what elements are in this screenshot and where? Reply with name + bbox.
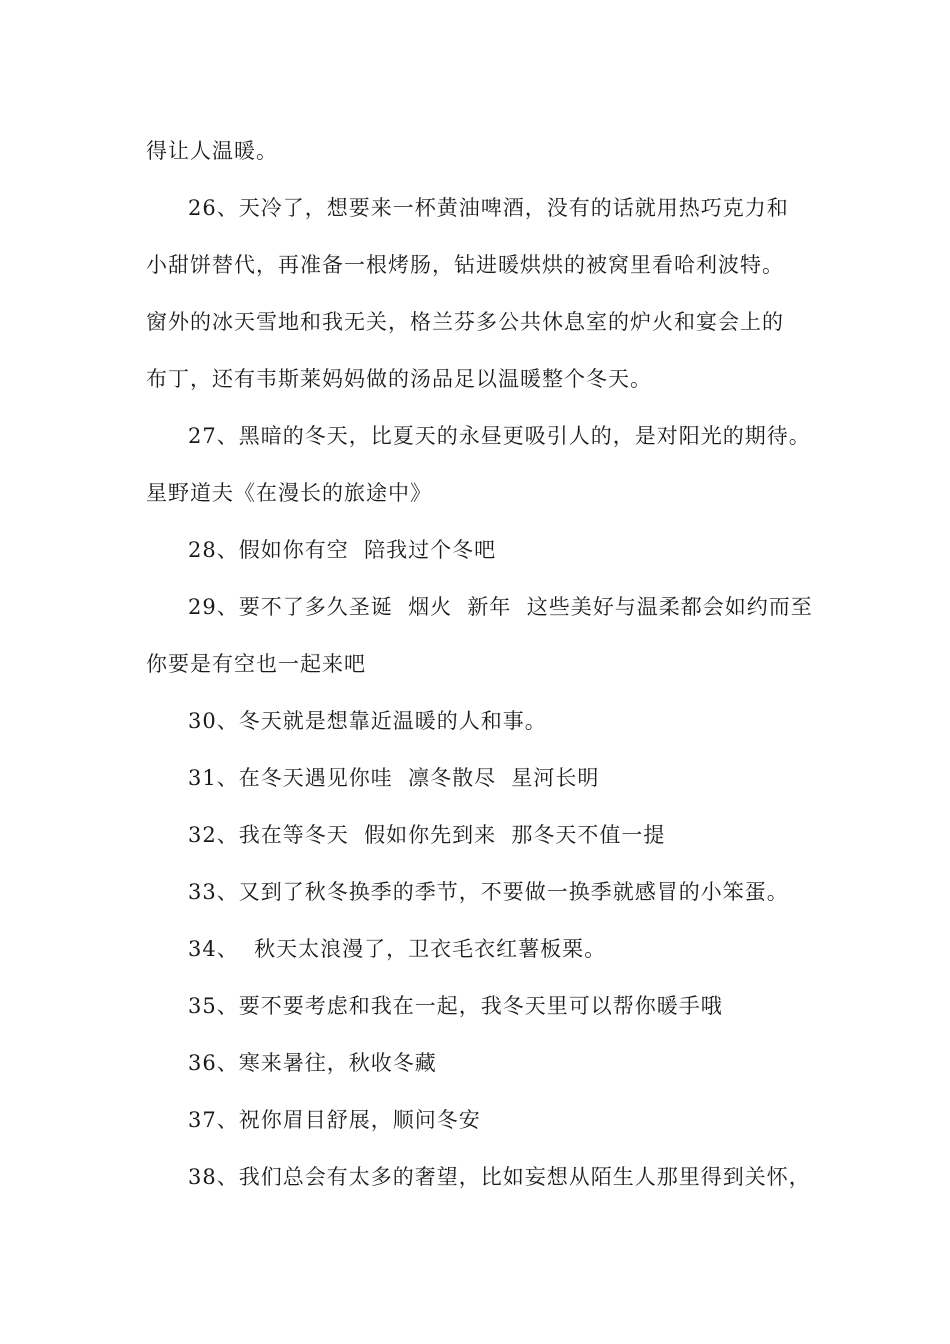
text-line: 30、冬天就是想靠近温暖的人和事。 xyxy=(188,709,547,733)
text-line: 你要是有空也一起来吧 xyxy=(146,652,366,676)
text-line: 33、又到了秋冬换季的季节，不要做一换季就感冒的小笨蛋。 xyxy=(188,880,789,904)
text-line: 28、假如你有空 陪我过个冬吧 xyxy=(188,538,497,562)
text-line: 窗外的冰天雪地和我无关，格兰芬多公共休息室的炉火和宴会上的 xyxy=(146,310,784,334)
text-line: 34、 秋天太浪漫了，卫衣毛衣红薯板栗。 xyxy=(188,937,607,961)
text-line: 36、寒来暑往，秋收冬藏 xyxy=(188,1051,437,1075)
text-line: 27、黑暗的冬天，比夏天的永昼更吸引人的，是对阳光的期待。 xyxy=(188,424,811,448)
text-line: 37、祝你眉目舒展，顺问冬安 xyxy=(188,1108,481,1132)
text-line: 32、我在等冬天 假如你先到来 那冬天不值一提 xyxy=(188,823,666,847)
text-line: 26、天冷了，想要来一杯黄油啤酒，没有的话就用热巧克力和 xyxy=(188,196,789,220)
text-line: 31、在冬天遇见你哇 凛冬散尽 星河长明 xyxy=(188,766,600,790)
text-line: 星野道夫《在漫长的旅途中》 xyxy=(146,481,432,505)
text-line: 35、要不要考虑和我在一起，我冬天里可以帮你暖手哦 xyxy=(188,994,723,1018)
text-line: 38、我们总会有太多的奢望，比如妄想从陌生人那里得到关怀， xyxy=(188,1165,811,1189)
text-line: 布丁，还有韦斯莱妈妈做的汤品足以温暖整个冬天。 xyxy=(146,367,652,391)
text-line: 得让人温暖。 xyxy=(146,139,278,163)
text-line: 29、要不了多久圣诞 烟火 新年 这些美好与温柔都会如约而至 xyxy=(188,595,813,619)
text-line: 小甜饼替代，再准备一根烤肠，钻进暖烘烘的被窝里看哈利波特。 xyxy=(146,253,784,277)
